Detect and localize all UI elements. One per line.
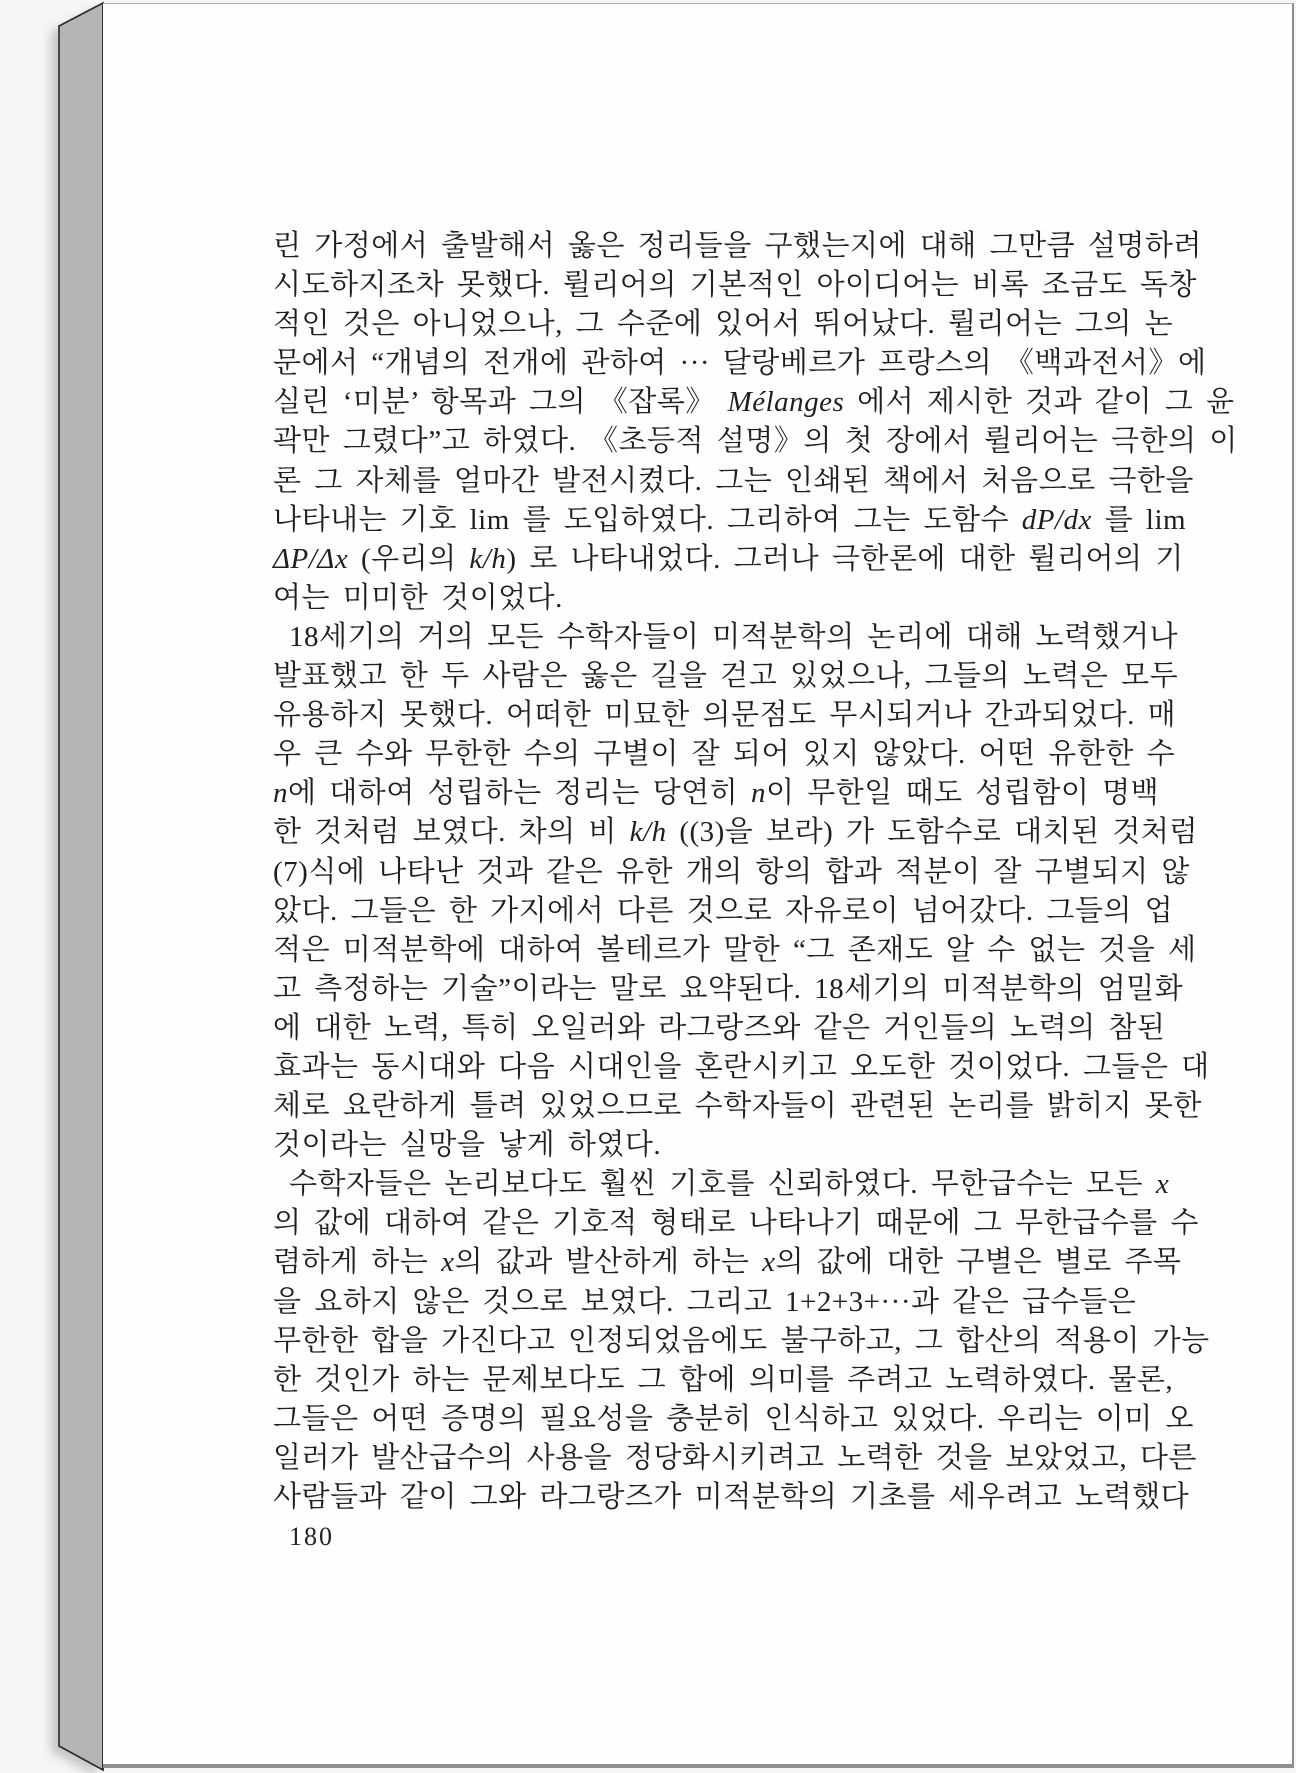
text-line	[273, 1361, 1174, 1400]
text-segment: 것이라는 실망을 낳게 하였다.	[273, 1129, 662, 1162]
text-segment: 를 lim	[1091, 503, 1187, 536]
math-italic-text: k/h	[629, 816, 667, 849]
text-segment: 에 대하여 성립하는 정리는 당연히	[288, 777, 751, 810]
text-segment: 유용하지 못했다. 어떠한 미묘한 의문점도 무시되거나 간과되었다. 매	[273, 699, 1177, 732]
text-line	[273, 501, 1187, 540]
text-line	[273, 1243, 1182, 1282]
math-italic-text: n	[750, 777, 766, 810]
text-line	[273, 227, 1202, 266]
text-segment: 사람들과 같이 그와 라그랑즈가 미적분학의 기초를 세우려고 노력했다	[273, 1481, 1190, 1513]
text-line	[273, 1400, 1194, 1439]
text-segment: 에 대한 노력, 특히 오일러와 라그랑즈와 같은 거인들의 노력의 참된	[273, 1011, 1166, 1044]
text-segment: 나타내는 기호 lim 를 도입하였다. 그리하여 그는 도함수	[273, 503, 1022, 536]
math-italic-text: x	[441, 1246, 455, 1279]
text-line	[273, 1126, 1037, 1165]
text-segment: 론 그 자체를 얼마간 발전시켰다. 그는 인쇄된 책에서 처음으로 극한을	[273, 464, 1194, 497]
text-segment: 시도하지조차 못했다. 륄리어의 기본적인 아이디어는 비록 조금도 독창	[273, 269, 1197, 302]
text-line	[273, 1204, 1199, 1243]
book-spine-edge	[59, 3, 103, 1770]
text-segment: ((3)을 보라) 가 도함수로 대치된 것처럼	[666, 816, 1198, 849]
text-segment: 의 값과 발산하게 하는	[454, 1246, 763, 1279]
text-segment: 체로 요란하게 틀려 있었으므로 수학자들이 관련된 논리를 밝히지 못한	[273, 1090, 1202, 1123]
text-segment: 을 요하지 않은 것으로 보였다. 그리고 1+2+3+···과 같은 급수들은	[273, 1285, 1137, 1318]
text-line	[273, 422, 1238, 461]
text-segment: 린 가정에서 출발해서 옳은 정리들을 구했는지에 대해 그만큼 설명하려	[273, 230, 1202, 262]
text-segment: 의 값에 대한 구별은 별로 주목	[775, 1246, 1182, 1279]
text-line	[273, 618, 1179, 657]
text-line	[273, 696, 1177, 735]
text-line	[273, 383, 1235, 422]
text-line	[273, 305, 1174, 344]
text-line	[273, 540, 1184, 579]
text-segment: 적인 것은 아니었으나, 그 수준에 있어서 뛰어났다. 륄리어는 그의 논	[273, 308, 1174, 341]
text-line	[273, 1048, 1210, 1087]
text-segment: 무한한 합을 가진다고 인정되었음에도 불구하고, 그 합산의 적용이 가능	[273, 1324, 1210, 1357]
math-italic-text: ΔP/Δx	[273, 542, 349, 575]
math-italic-text: Mélanges	[727, 386, 845, 419]
text-segment: 적은 미적분학에 대하여 볼테르가 말한 “그 존재도 알 수 없는 것을 세	[273, 933, 1197, 966]
text-segment: 일러가 발산급수의 사용을 정당화시키려고 노력한 것을 보았었고, 다른	[273, 1441, 1197, 1474]
text-line	[273, 462, 1194, 501]
text-segment: 한 것처럼 보였다. 차의 비	[273, 816, 630, 849]
text-line	[273, 657, 1179, 696]
text-segment: 실린 ‘미분’ 항목과 그의 《잡록》	[273, 386, 728, 419]
book-page	[103, 3, 1294, 1768]
text-segment: 효과는 동시대와 다음 시대인을 혼란시키고 오도한 것이었다. 그들은 대	[273, 1050, 1210, 1083]
math-italic-text: dP/dx	[1021, 503, 1092, 536]
text-line	[273, 266, 1197, 305]
text-segment: 았다. 그들은 한 가지에서 다른 것으로 자유로이 넘어갔다. 그들의 업	[273, 894, 1174, 927]
text-line	[273, 774, 1160, 813]
text-segment: 우 큰 수와 무한한 수의 구별이 잘 되어 있지 않았다. 어떤 유한한 수	[273, 738, 1176, 771]
text-line	[273, 853, 1190, 892]
text-line	[273, 344, 1207, 383]
text-segment: 발표했고 한 두 사람은 옳은 길을 걷고 있었으나, 그들의 노력은 모두	[273, 660, 1179, 693]
text-segment: 여는 미미한 것이었다.	[273, 581, 563, 614]
text-line	[273, 579, 1037, 618]
text-segment: 의 값에 대하여 같은 기호적 형태로 나타나기 때문에 그 무한급수를 수	[273, 1207, 1199, 1240]
page-number: 180	[289, 1522, 334, 1551]
text-segment: 18세기의 거의 모든 수학자들이 미적분학의 논리에 대해 노력했거나	[288, 620, 1179, 653]
text-segment: 수학자들은 논리보다도 훨씬 기호를 신뢰하였다. 무한급수는 모든	[288, 1168, 1156, 1201]
text-segment: 고 측정하는 기술”이라는 말로 요약된다. 18세기의 미적분학의 엄밀화	[273, 972, 1184, 1005]
text-segment: 이 무한일 때도 성립함이 명백	[765, 777, 1160, 810]
text-segment: (7)식에 나타난 것과 같은 유한 개의 항의 합과 적분이 잘 구별되지 않	[273, 855, 1190, 888]
text-segment: 곽만 그렸다”고 하였다. 《초등적 설명》의 첫 장에서 륄리어는 극한의 이	[273, 425, 1238, 458]
text-line	[273, 1283, 1137, 1322]
text-segment: 그들은 어떤 증명의 필요성을 충분히 인식하고 있었다. 우리는 이미 오	[273, 1402, 1194, 1435]
text-segment: 한 것인가 하는 문제보다도 그 합에 의미를 주려고 노력하였다. 물론,	[273, 1363, 1174, 1396]
text-line	[273, 970, 1184, 1009]
text-line	[273, 892, 1174, 931]
text-line	[273, 813, 1198, 852]
body-text	[273, 227, 1238, 1517]
text-segment: 문에서 “개념의 전개에 관하여 ··· 달랑베르가 프랑스의 《백과전서》에	[273, 347, 1207, 380]
math-italic-text: n	[273, 777, 288, 810]
text-segment: (우리의	[348, 542, 470, 575]
text-line	[273, 931, 1197, 970]
text-line	[273, 1322, 1210, 1361]
text-line	[273, 1478, 1190, 1517]
text-line	[273, 1087, 1202, 1126]
text-line	[273, 1165, 1170, 1204]
text-line	[273, 735, 1176, 774]
text-segment: 에서 제시한 것과 같이 그 윤	[844, 386, 1235, 419]
math-italic-text: x	[1155, 1168, 1170, 1201]
text-line	[273, 1009, 1166, 1048]
text-segment: 렴하게 하는	[273, 1246, 442, 1279]
text-line	[273, 1439, 1197, 1478]
text-segment: ) 로 나타내었다. 그러나 극한론에 대한 륄리어의 기	[506, 542, 1184, 575]
math-italic-text: x	[762, 1246, 776, 1279]
math-italic-text: k/h	[469, 542, 507, 575]
